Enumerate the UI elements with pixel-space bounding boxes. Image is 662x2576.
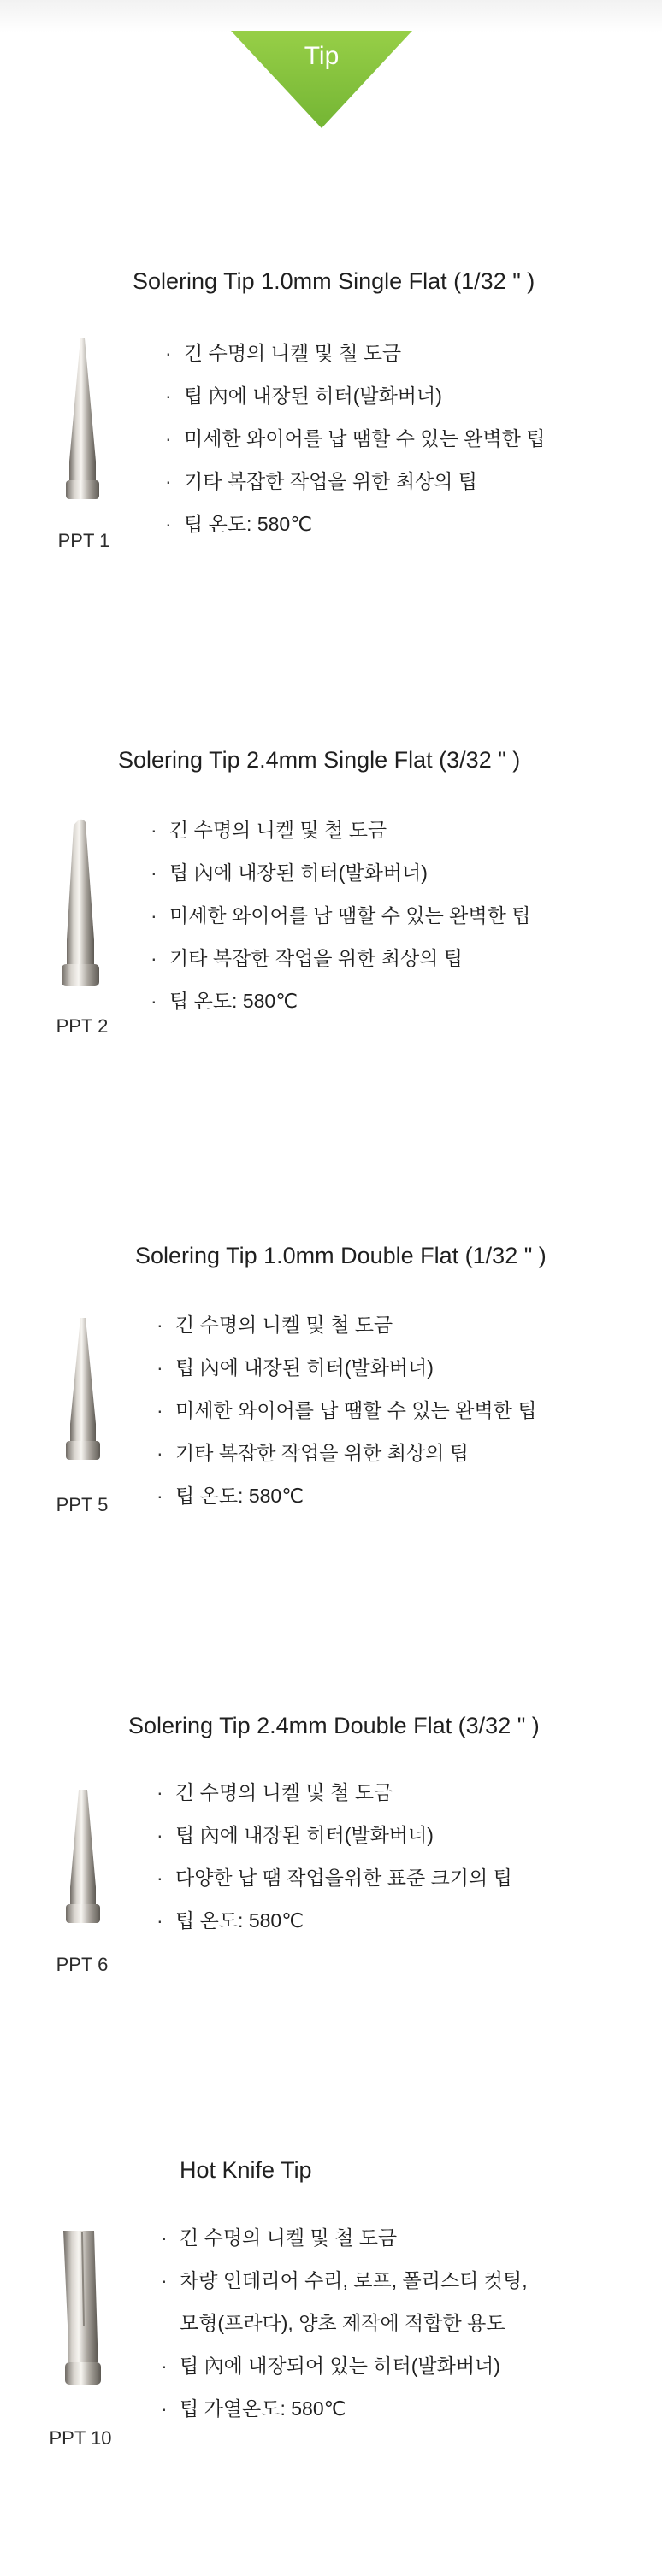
feature-list (175, 1303, 536, 1517)
product-section-ppt1 (0, 256, 662, 632)
bevel-chisel-tip-icon (43, 812, 120, 991)
product-title: Solering Tip 1.0mm Double Flat (1/32 " ) (135, 1243, 547, 1268)
model-label: PPT 10 (49, 2427, 112, 2449)
list-item: · 다양한 납 땜 작업을위한 표준 크기의 팁 (175, 1856, 512, 1899)
feature-list (169, 809, 530, 1022)
list-item: · 미세한 와이어를 납 땜할 수 있는 완벽한 팁 (169, 894, 530, 937)
list-item: · 긴 수명의 니켈 및 철 도금 (169, 809, 530, 851)
list-item: · 기타 복잡한 작업을 위한 최상의 팁 (175, 1432, 536, 1474)
list-item: 모형(프라다), 양초 제작에 적합한 용도 (180, 2312, 505, 2334)
product-title: Solering Tip 2.4mm Single Flat (3/32 " ) (118, 747, 521, 773)
list-item: · 기타 복잡한 작업을 위한 최상의 팁 (184, 460, 545, 503)
double-flat-fine-tip-icon (44, 1308, 121, 1487)
list-item: · 긴 수명의 니켈 및 철 도금 (180, 2216, 528, 2259)
fine-cone-tip-icon (44, 333, 121, 513)
list-item: · 긴 수명의 니켈 및 철 도금 (175, 1771, 512, 1814)
list-item: · 긴 수명의 니켈 및 철 도금 (175, 1303, 536, 1346)
product-section-ppt5 (0, 1231, 662, 1607)
list-item: · 팁 內에 내장된 히터(발화버너) (169, 851, 530, 894)
list-item: · 팁 온도: 580℃ (175, 1474, 536, 1517)
list-item: · 팁 內에 내장된 히터(발화버너) (175, 1346, 536, 1389)
double-flat-wide-tip-icon (44, 1778, 121, 1957)
list-item: · 팁 온도: 580℃ (169, 979, 530, 1022)
list-item: · 미세한 와이어를 납 땜할 수 있는 완벽한 팁 (184, 417, 545, 460)
product-title: Solering Tip 1.0mm Single Flat (1/32 " ) (133, 268, 535, 294)
list-item: · 팁 內에 내장되어 있는 히터(발화버너) (180, 2344, 528, 2387)
list-item: · 팁 온도: 580℃ (184, 503, 545, 545)
model-label: PPT 2 (56, 1015, 109, 1037)
list-item: · 팁 가열온도: 580℃ (180, 2387, 528, 2430)
product-section-ppt6 (0, 1701, 662, 2077)
feature-list (175, 1771, 512, 1942)
list-item: · 차량 인테리어 수리, 로프, 폴리스티 컷팅, (180, 2259, 528, 2302)
hot-knife-blade-icon (44, 2224, 121, 2403)
list-item: · 긴 수명의 니켈 및 철 도금 (184, 332, 545, 374)
product-section-ppt10 (0, 2145, 662, 2521)
product-section-ppt2 (0, 735, 662, 1111)
model-label: PPT 1 (57, 530, 110, 551)
feature-list (180, 2216, 528, 2430)
feature-list (184, 332, 545, 545)
list-item: · 팁 온도: 580℃ (175, 1899, 512, 1942)
tip-banner-label: Tip (304, 42, 340, 70)
model-label: PPT 6 (56, 1954, 109, 1975)
product-title: Hot Knife Tip (180, 2157, 312, 2183)
list-item: · 기타 복잡한 작업을 위한 최상의 팁 (169, 937, 530, 979)
product-title: Solering Tip 2.4mm Double Flat (3/32 " ) (128, 1713, 540, 1738)
list-item: · 팁 內에 내장된 히터(발화버너) (184, 374, 545, 417)
top-divider (0, 0, 662, 32)
list-item: · 팁 內에 내장된 히터(발화버너) (175, 1814, 512, 1856)
model-label: PPT 5 (56, 1494, 109, 1515)
list-item: · 미세한 와이어를 납 땜할 수 있는 완벽한 팁 (175, 1389, 536, 1432)
